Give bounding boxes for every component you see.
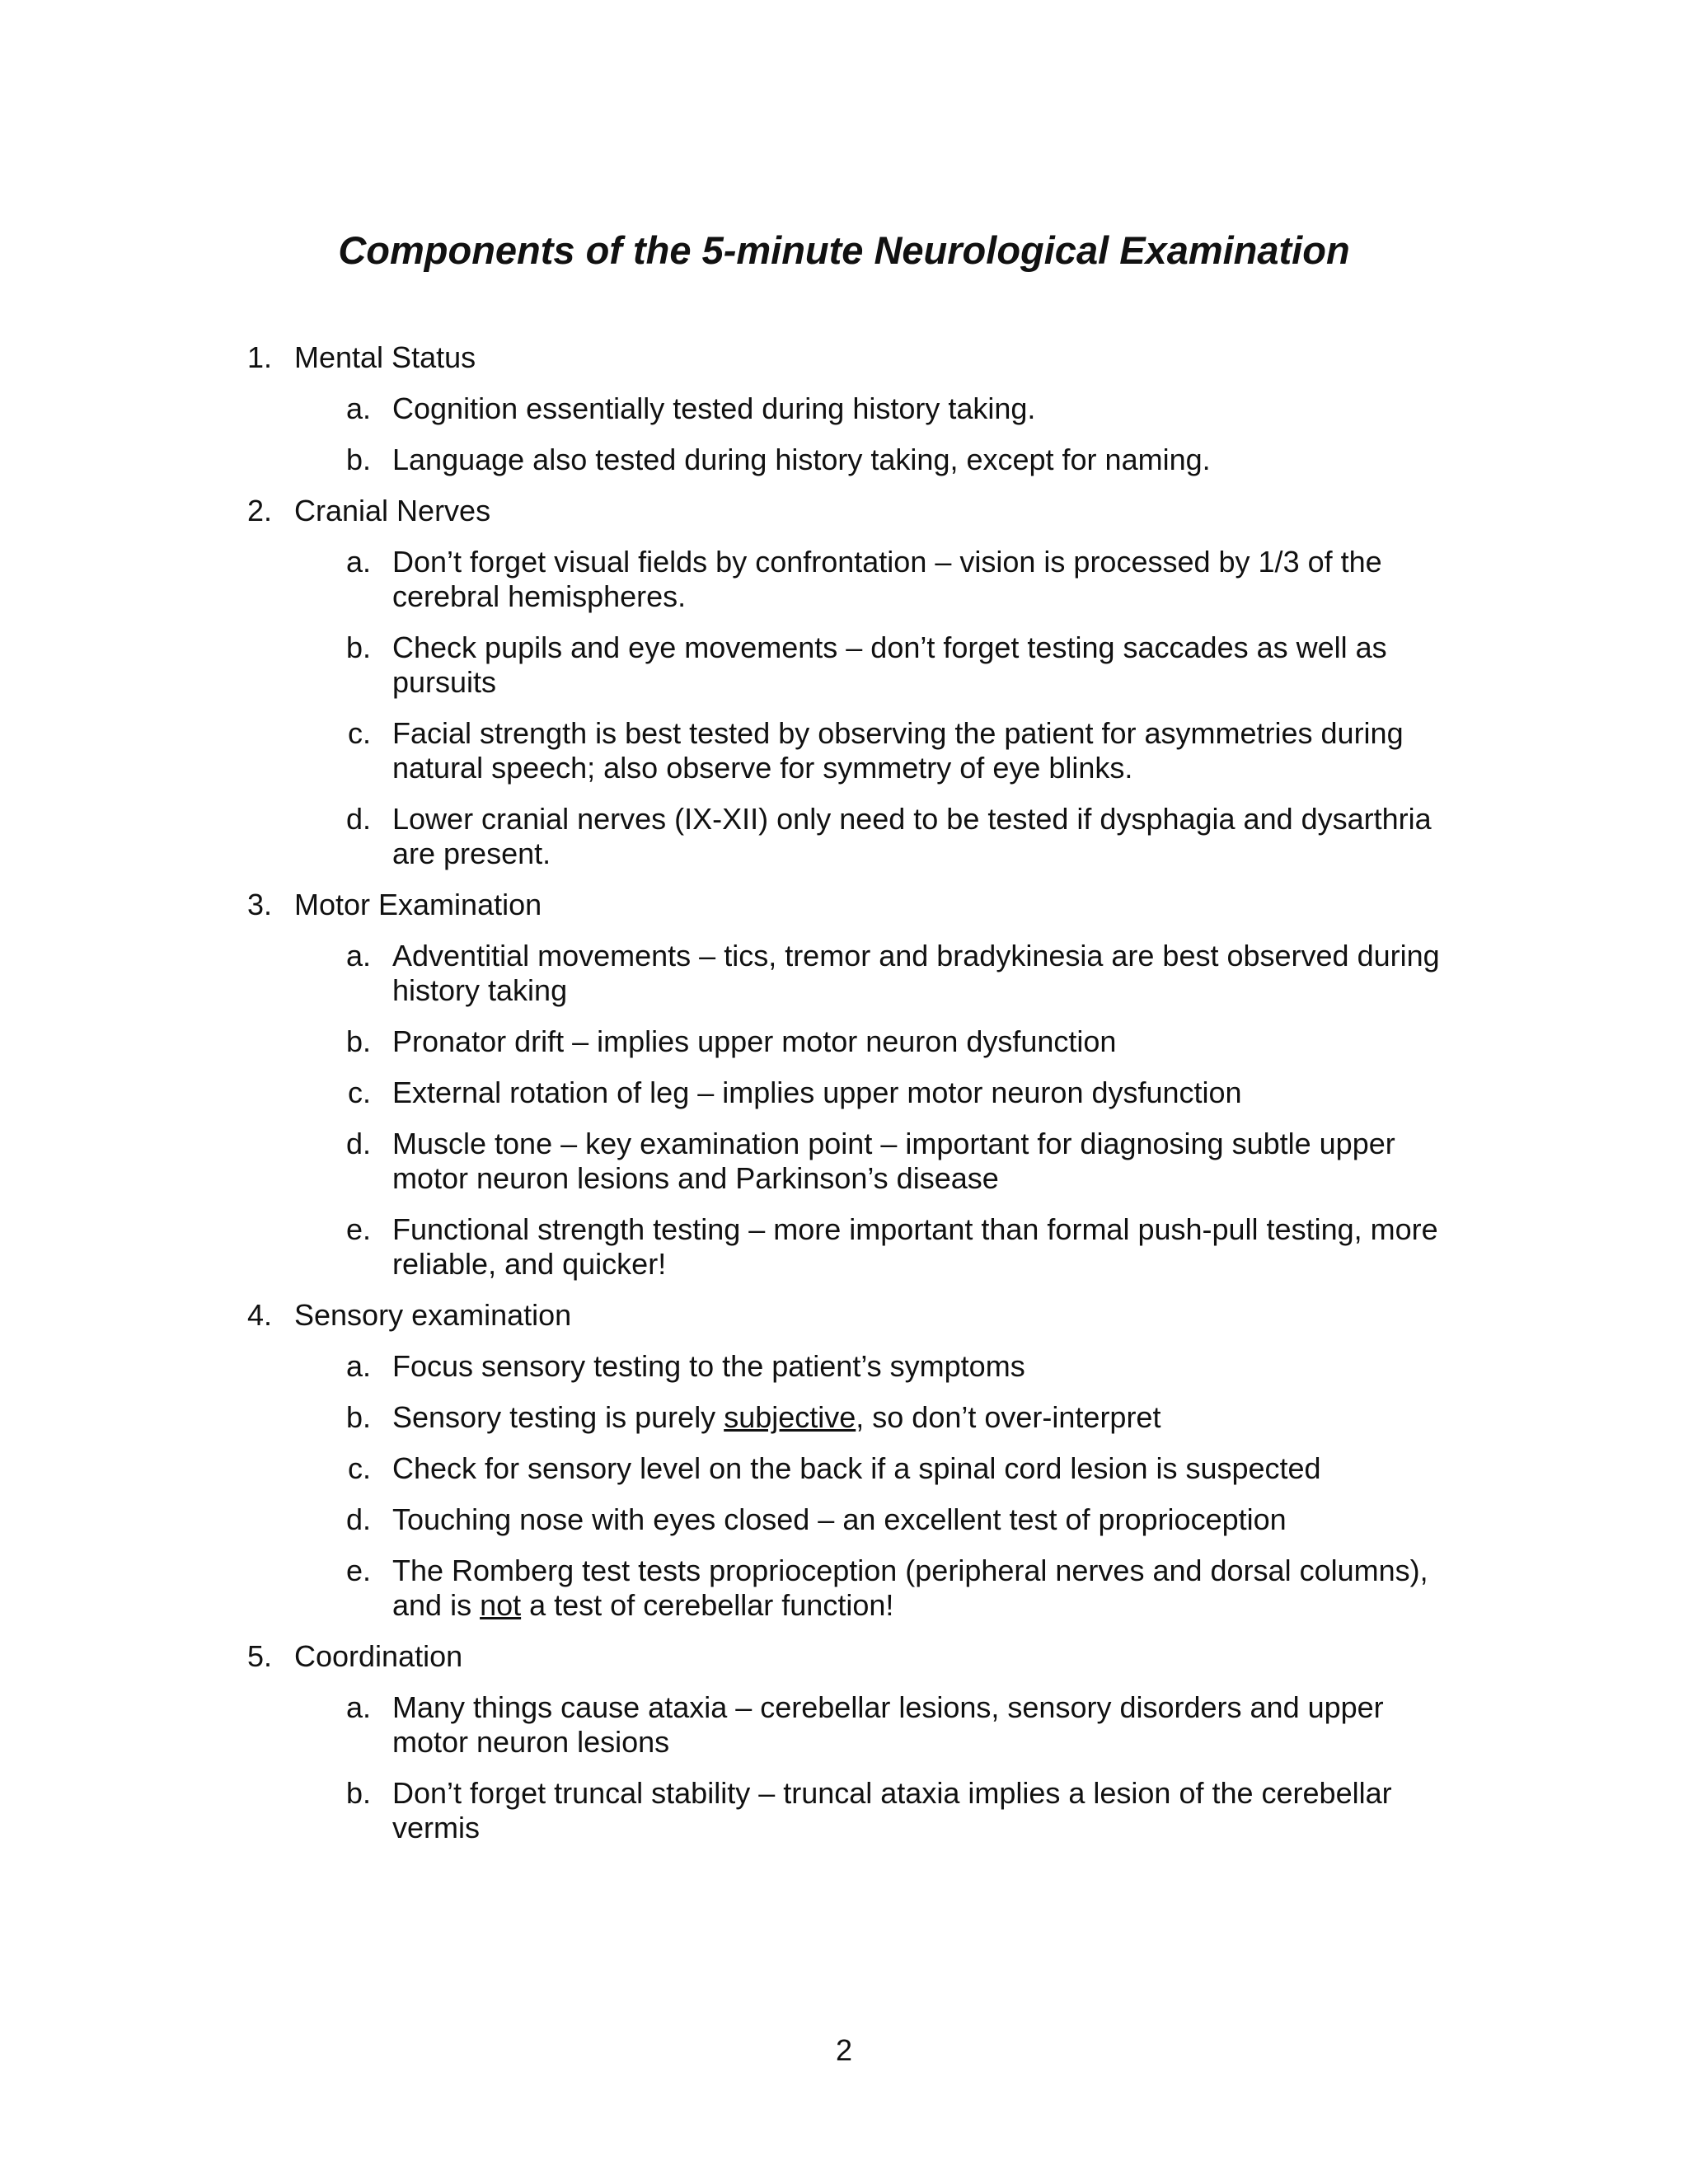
list-item-text: Language also tested during history taking, except for naming. xyxy=(392,443,1211,476)
list-item-text: Pronator drift – implies upper motor neuron dysfunction xyxy=(392,1024,1117,1058)
underlined-emphasis: subjective xyxy=(724,1400,856,1434)
section-heading-marker: 5. xyxy=(246,1639,272,1673)
list-item-text: Focus sensory testing to the patient’s symptoms xyxy=(392,1349,1025,1383)
section-heading-marker: 3. xyxy=(246,888,272,921)
list-item-marker: b. xyxy=(345,1400,371,1434)
section-heading-marker: 4. xyxy=(246,1298,272,1332)
list-item-text: motor neuron lesions and Parkinson’s disease xyxy=(392,1161,999,1195)
list-item-text: Don’t forget truncal stability – truncal ataxia implies a lesion of the cerebellar xyxy=(392,1776,1392,1810)
section-heading-text: Mental Status xyxy=(294,340,476,374)
list-item-text: vermis xyxy=(392,1811,480,1844)
section-heading-text: Coordination xyxy=(294,1639,463,1673)
list-item-marker: c. xyxy=(347,1076,371,1109)
list-item-marker: d. xyxy=(345,802,371,836)
section-heading-text: Motor Examination xyxy=(294,888,542,921)
list-item-text: and is not a test of cerebellar function! xyxy=(392,1588,894,1622)
list-item-text: Don’t forget visual fields by confrontation – vision is processed by 1/3 of the xyxy=(392,545,1382,579)
list-item-marker: b. xyxy=(345,443,371,476)
list-item-text: natural speech; also observe for symmetry of eye blinks. xyxy=(392,751,1133,785)
list-item-text: motor neuron lesions xyxy=(392,1725,670,1759)
list-item-marker: e. xyxy=(345,1212,371,1246)
list-item-text: Adventitial movements – tics, tremor and bradykinesia are best observed during xyxy=(392,939,1440,972)
list-item-marker: b. xyxy=(345,1024,371,1058)
list-item-text: Sensory testing is purely subjective, so don’t over-interpret xyxy=(392,1400,1161,1434)
list-item-marker: a. xyxy=(345,545,371,579)
list-item-marker: a. xyxy=(345,939,371,972)
list-item-marker: d. xyxy=(345,1127,371,1160)
list-item-text: pursuits xyxy=(392,665,497,699)
list-item-text: The Romberg test tests proprioception (peripheral nerves and dorsal columns), xyxy=(392,1554,1428,1587)
list-item-marker: d. xyxy=(345,1502,371,1536)
section-heading-marker: 1. xyxy=(246,340,272,374)
list-item-marker: c. xyxy=(347,716,371,750)
list-item-text: Functional strength testing – more important than formal push-pull testing, more xyxy=(392,1212,1438,1246)
list-item-text: Touching nose with eyes closed – an excellent test of proprioception xyxy=(392,1502,1287,1536)
list-item-marker: c. xyxy=(347,1451,371,1485)
section-heading-text: Sensory examination xyxy=(294,1298,572,1332)
page-number: 2 xyxy=(835,2033,853,2067)
list-item-text: Many things cause ataxia – cerebellar lesions, sensory disorders and upper xyxy=(392,1690,1384,1724)
list-item-text: history taking xyxy=(392,973,568,1007)
list-item-text: Check for sensory level on the back if a spinal cord lesion is suspected xyxy=(392,1451,1321,1485)
list-item-text: are present. xyxy=(392,837,551,870)
list-item-text: Cognition essentially tested during history taking. xyxy=(392,391,1036,425)
list-item-text: cerebral hemispheres. xyxy=(392,579,687,613)
list-item-marker: a. xyxy=(345,391,371,425)
list-item-text: Check pupils and eye movements – don’t forget testing saccades as well as xyxy=(392,630,1387,664)
list-item-text: Muscle tone – key examination point – important for diagnosing subtle upper xyxy=(392,1127,1395,1160)
page-title: Components of the 5-minute Neurological Examination xyxy=(338,228,1350,272)
list-item-marker: a. xyxy=(345,1349,371,1383)
list-item-marker: e. xyxy=(345,1554,371,1587)
list-item-marker: b. xyxy=(345,1776,371,1810)
list-item-text: reliable, and quicker! xyxy=(392,1247,667,1281)
list-item-marker: a. xyxy=(345,1690,371,1724)
section-heading-marker: 2. xyxy=(246,494,272,527)
underlined-emphasis: not xyxy=(480,1588,522,1622)
list-item-text: External rotation of leg – implies upper motor neuron dysfunction xyxy=(392,1076,1242,1109)
section-heading-text: Cranial Nerves xyxy=(294,494,491,527)
list-item-text: Lower cranial nerves (IX-XII) only need to be tested if dysphagia and dysarthria xyxy=(392,802,1432,836)
list-item-marker: b. xyxy=(345,630,371,664)
list-item-text: Facial strength is best tested by observing the patient for asymmetries during xyxy=(392,716,1404,750)
